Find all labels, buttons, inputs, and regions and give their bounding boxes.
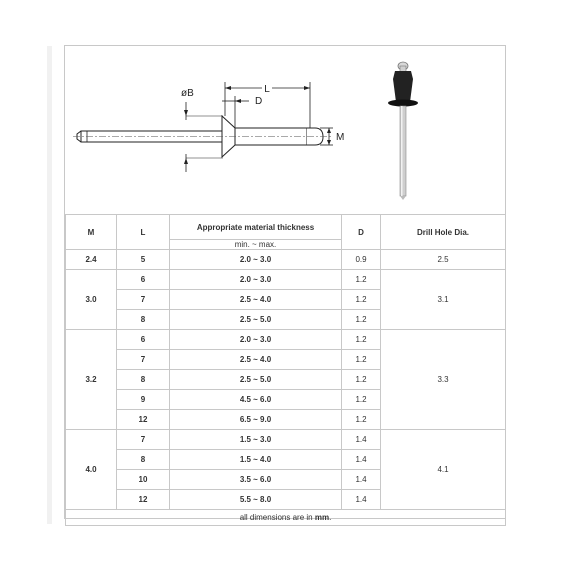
cell-drill: 3.3 bbox=[381, 330, 506, 430]
header-thickness: Appropriate material thickness bbox=[170, 215, 342, 240]
rivet-photo-body bbox=[393, 71, 413, 102]
cell-d: 0.9 bbox=[342, 250, 381, 270]
cell-drill: 2.5 bbox=[381, 250, 506, 270]
rivet-dimension-drawing bbox=[73, 82, 344, 172]
table-row bbox=[66, 250, 506, 270]
cell-l: 6 bbox=[117, 330, 170, 350]
cell-drill: 3.1 bbox=[381, 270, 506, 330]
cell-thickness: 1.5 ~ 4.0 bbox=[170, 450, 342, 470]
dimensions-note bbox=[66, 510, 506, 526]
rivet-photo bbox=[388, 62, 418, 200]
cell-m: 2.4 bbox=[66, 250, 117, 270]
cell-d: 1.4 bbox=[342, 490, 381, 510]
cell-l: 9 bbox=[117, 390, 170, 410]
cell-l: 7 bbox=[117, 430, 170, 450]
cell-d: 1.2 bbox=[342, 370, 381, 390]
table-row bbox=[66, 330, 506, 350]
cell-thickness: 2.0 ~ 3.0 bbox=[170, 250, 342, 270]
cell-thickness: 2.5 ~ 5.0 bbox=[170, 310, 342, 330]
note-suffix: . bbox=[329, 513, 332, 522]
table-row bbox=[66, 270, 506, 290]
cell-thickness: 1.5 ~ 3.0 bbox=[170, 430, 342, 450]
cell-thickness: 2.5 ~ 4.0 bbox=[170, 290, 342, 310]
cell-d: 1.2 bbox=[342, 270, 381, 290]
cell-thickness: 3.5 ~ 6.0 bbox=[170, 470, 342, 490]
label-d: D bbox=[255, 96, 263, 107]
cell-thickness: 5.5 ~ 8.0 bbox=[170, 490, 342, 510]
cell-l: 7 bbox=[117, 350, 170, 370]
cell-l: 6 bbox=[117, 270, 170, 290]
cell-m: 3.2 bbox=[66, 330, 117, 430]
cell-thickness: 2.0 ~ 3.0 bbox=[170, 270, 342, 290]
cell-l: 12 bbox=[117, 410, 170, 430]
page-left-strip bbox=[47, 46, 52, 524]
cell-d: 1.2 bbox=[342, 350, 381, 370]
cell-thickness: 4.5 ~ 6.0 bbox=[170, 390, 342, 410]
note-prefix: all dimensions are in bbox=[239, 513, 315, 522]
cell-thickness: 2.5 ~ 5.0 bbox=[170, 370, 342, 390]
header-m: M bbox=[66, 215, 117, 250]
header-d: D bbox=[342, 215, 381, 250]
cell-thickness: 6.5 ~ 9.0 bbox=[170, 410, 342, 430]
label-l: L bbox=[264, 84, 270, 95]
cell-m: 3.0 bbox=[66, 270, 117, 330]
cell-d: 1.2 bbox=[342, 290, 381, 310]
cell-d: 1.2 bbox=[342, 330, 381, 350]
cell-d: 1.4 bbox=[342, 450, 381, 470]
cell-thickness: 2.5 ~ 4.0 bbox=[170, 350, 342, 370]
cell-l: 10 bbox=[117, 470, 170, 490]
rivet-figure bbox=[65, 46, 505, 214]
cell-l: 7 bbox=[117, 290, 170, 310]
table-row bbox=[66, 430, 506, 450]
note-unit: mm bbox=[314, 513, 330, 522]
table-footer-row bbox=[66, 510, 506, 526]
label-b: øB bbox=[181, 88, 194, 99]
cell-d: 1.2 bbox=[342, 310, 381, 330]
cell-thickness: 2.0 ~ 3.0 bbox=[170, 330, 342, 350]
header-l: L bbox=[117, 215, 170, 250]
label-m: M bbox=[336, 132, 345, 143]
spec-sheet bbox=[64, 45, 506, 522]
cell-l: 8 bbox=[117, 370, 170, 390]
cell-l: 8 bbox=[117, 310, 170, 330]
cell-d: 1.2 bbox=[342, 410, 381, 430]
cell-d: 1.4 bbox=[342, 430, 381, 450]
header-thickness-sub: min. ~ max. bbox=[170, 240, 342, 250]
header-drill: Drill Hole Dia. bbox=[381, 215, 506, 250]
cell-l: 5 bbox=[117, 250, 170, 270]
cell-l: 12 bbox=[117, 490, 170, 510]
cell-d: 1.2 bbox=[342, 390, 381, 410]
cell-d: 1.4 bbox=[342, 470, 381, 490]
cell-m: 4.0 bbox=[66, 430, 117, 510]
cell-l: 8 bbox=[117, 450, 170, 470]
cell-drill: 4.1 bbox=[381, 430, 506, 510]
spec-table bbox=[65, 214, 506, 526]
rivet-photo-mandrel bbox=[400, 106, 406, 196]
